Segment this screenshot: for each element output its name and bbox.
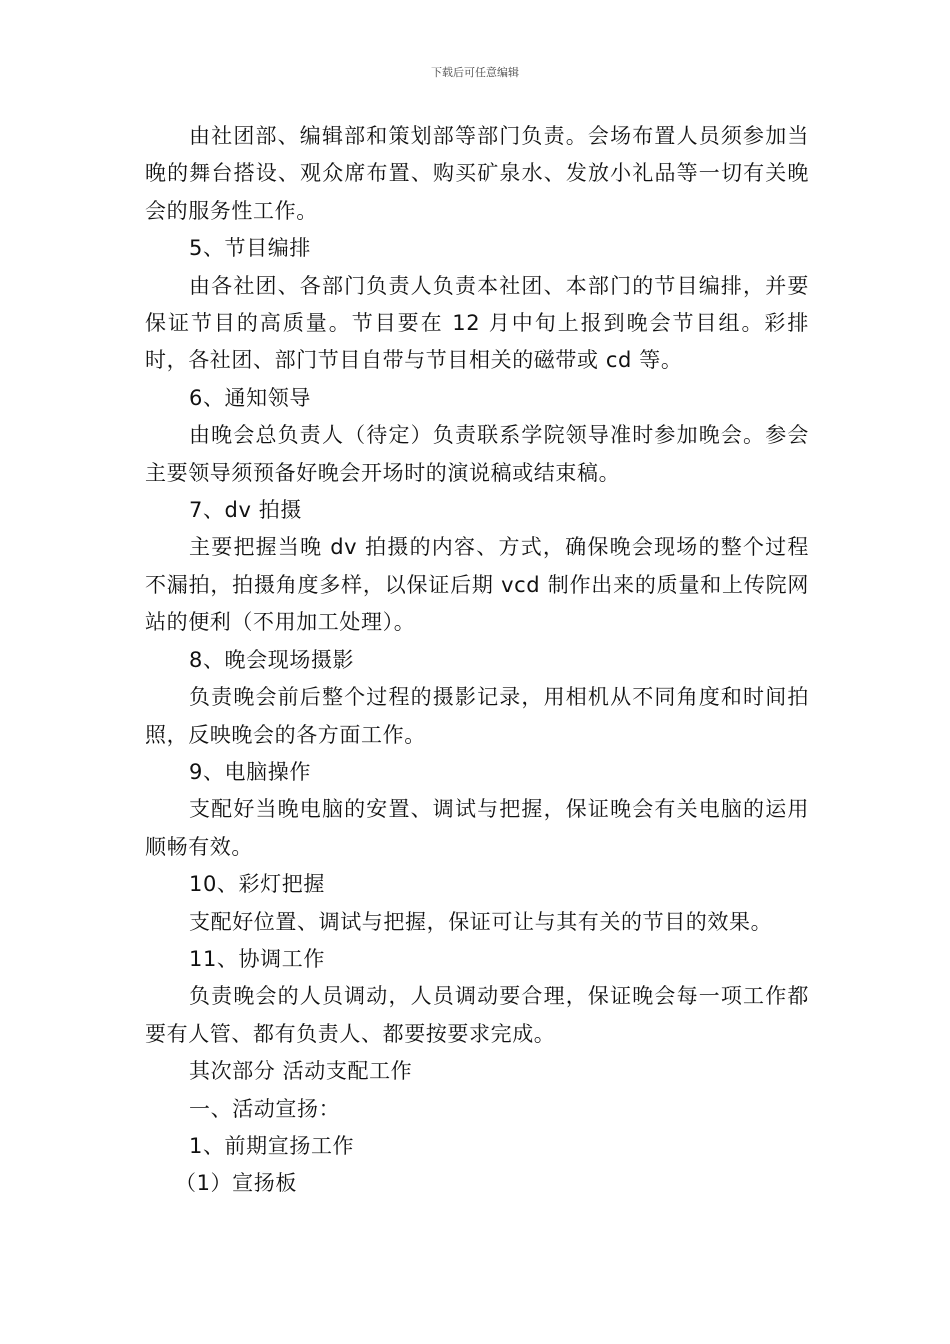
paragraph-dv-filming: 主要把握当晚 dv 拍摄的内容、方式，确保晚会现场的整个过程不漏拍，拍摄角度多样，以保证后期 vcd 制作出来的质量和上传院网站的便利（不用加工处理）。 [145, 535, 809, 635]
heading-publicity-board: （1）宣扬板 [175, 1171, 297, 1196]
heading-early-publicity: 1、前期宣扬工作 [189, 1133, 355, 1158]
document-body [145, 118, 809, 1203]
section-heading-part-two: 其次部分 活动支配工作 [189, 1059, 413, 1084]
heading-lighting: 10、彩灯把握 [189, 872, 325, 897]
paragraph-lighting: 支配好位置、调试与把握，保证可让与其有关的节目的效果。 [189, 909, 773, 934]
paragraph-photography: 负责晚会前后整个过程的摄影记录，用相机从不同角度和时间拍照，反映晚会的各方面工作。 [145, 685, 809, 747]
paragraph-computer-operation: 支配好当晚电脑的安置、调试与把握，保证晚会有关电脑的运用顺畅有效。 [145, 797, 809, 859]
heading-coordination: 11、协调工作 [189, 946, 325, 971]
heading-publicity: 一、活动宣扬： [189, 1096, 341, 1121]
heading-photography: 8、晚会现场摄影 [189, 647, 355, 672]
heading-dv-filming: 7、dv 拍摄 [189, 498, 302, 523]
heading-computer-operation: 9、电脑操作 [189, 759, 311, 784]
paragraph-coordination: 负责晚会的人员调动，人员调动要合理，保证晚会每一项工作都要有人管、都有负责人、都要按要求完成。 [145, 984, 809, 1046]
page-header-note: 下载后可任意编辑 [431, 66, 519, 79]
paragraph-program-arrangement: 由各社团、各部门负责人负责本社团、本部门的节目编排，并要保证节目的高质量。节目要在 12 月中旬上报到晚会节目组。彩排时，各社团、部门节目自带与节目相关的磁带或 cd 等。 [145, 273, 809, 373]
heading-program-arrangement: 5、节目编排 [189, 236, 311, 261]
heading-notify-leaders: 6、通知领导 [189, 385, 311, 410]
paragraph-venue-setup: 由社团部、编辑部和策划部等部门负责。会场布置人员须参加当晚的舞台搭设、观众席布置、购买矿泉水、发放小礼品等一切有关晚会的服务性工作。 [145, 124, 809, 223]
paragraph-notify-leaders: 由晚会总负责人（待定）负责联系学院领导准时参加晚会。参会主要领导须预备好晚会开场时的演说稿或结束稿。 [145, 423, 809, 485]
